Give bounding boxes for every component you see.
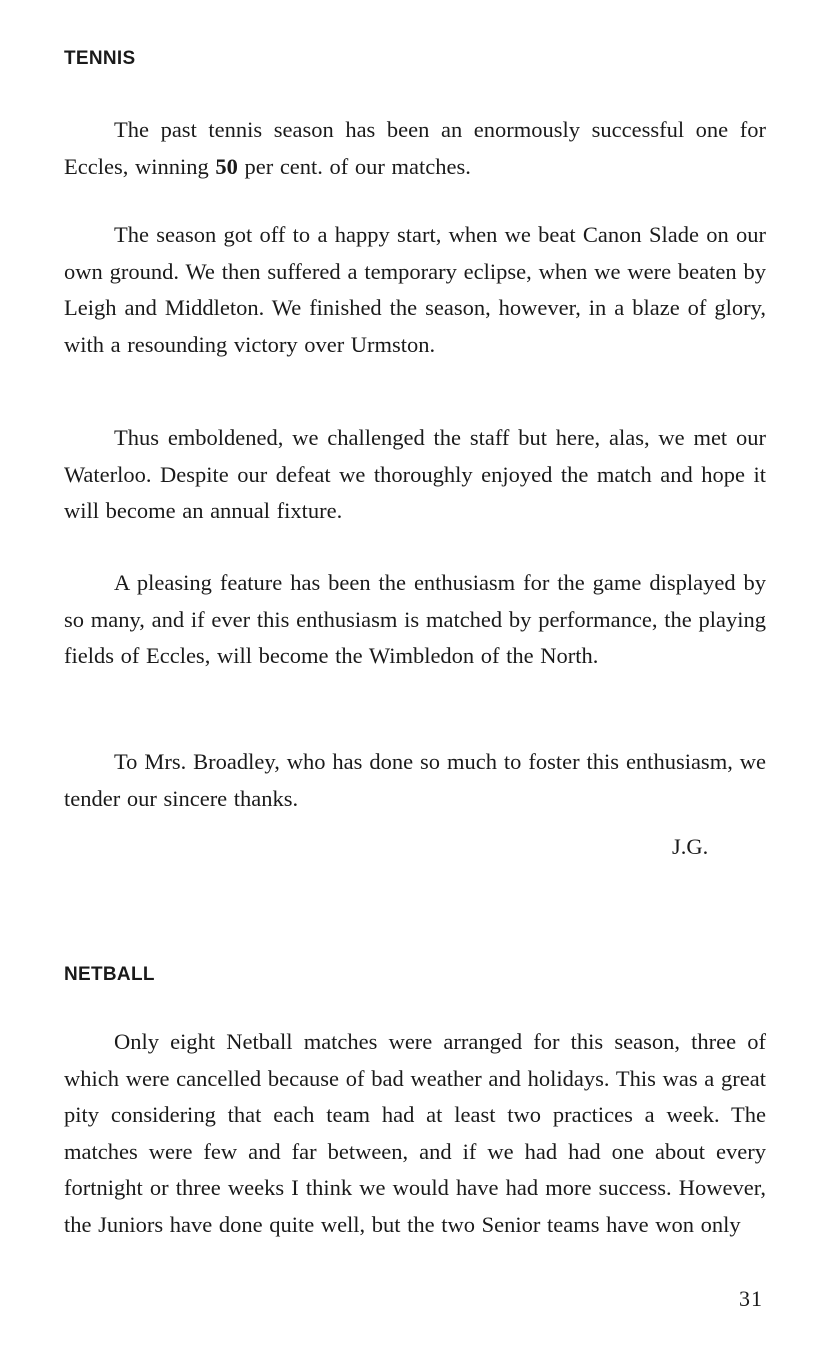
tennis-paragraph-2: The season got off to a happy start, when we beat Canon Slade on our own ground. We then suffered a temporary eclipse, when we were beaten by Leigh and Middleton. We finished the season, however, in a blaze of glory, with a resounding victory over Urmston. — [64, 222, 766, 357]
tennis-heading: TENNIS — [64, 48, 136, 69]
netball-paragraph-1: Only eight Netball matches were arranged for this season, three of which were cancelled because of bad weather and holidays. This was a great pity considering that each team had at least two practices a week. The matches were few and far between, and if we had had one about every fortnight or three weeks I think we would have had more success. However, the Juniors have done quite well, but the two Senior teams have won only — [64, 1029, 766, 1237]
tennis-p1-percent: 50 — [215, 153, 238, 179]
tennis-p1-text-after: per cent. of our matches. — [237, 153, 471, 179]
page-number: 31 — [739, 1286, 763, 1311]
tennis-paragraph-5: To Mrs. Broadley, who has done so much to foster this enthusiasm, we tender our sincere thanks. — [64, 749, 766, 811]
tennis-signature: J.G. — [672, 834, 709, 859]
tennis-paragraph-3: Thus emboldened, we challenged the staff but here, alas, we met our Waterloo. Despite our defeat we thoroughly enjoyed the match and hope it will become an annual fixture. — [64, 425, 766, 523]
tennis-paragraph-1 — [64, 112, 766, 185]
tennis-paragraph-4: A pleasing feature has been the enthusiasm for the game displayed by so many, and if ever this enthusiasm is matched by performance, the playing fields of Eccles, will become the Wimbledon of the North. — [64, 570, 766, 668]
netball-heading: NETBALL — [64, 964, 155, 985]
tennis-p1-text-before: The past tennis season has been an enormously successful one for Eccles, winning — [64, 117, 766, 179]
